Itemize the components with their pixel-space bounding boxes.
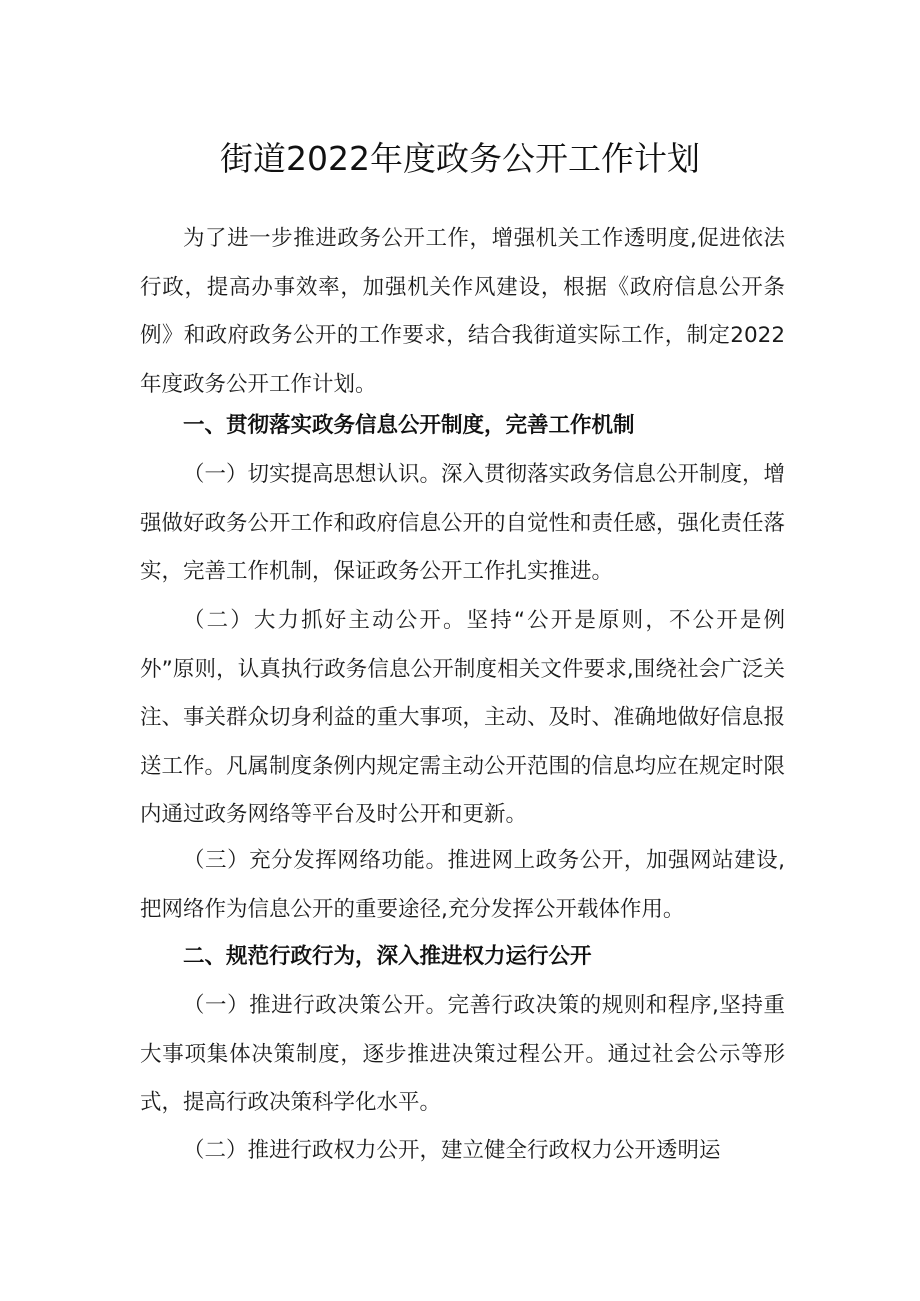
section-1-paragraph-3: （三）充分发挥网络功能。推进网上政务公开，加强网站建设,把网络作为信息公开的重要途径,充分发挥公开载体作用。 [140,848,785,922]
section-1-paragraph-1: （一）切实提高思想认识。深入贯彻落实政务信息公开制度，增强做好政务公开工作和政府信息公开的自觉性和责任感，强化责任落实，完善工作机制，保证政务公开工作扎实推进。 [140,462,786,584]
section-2-paragraph-2: （二）推进行政权力公开，建立健全行政权力公开透明运 [183,1138,721,1163]
section-1-paragraph-2: （二）大力抓好主动公开。坚持“公开是原则，不公开是例外”原则，认真执行政务信息公开制度相关文件要求,围绕社会广泛关注、事关群众切身利益的重大事项，主动、及时、准确地做好信息报送工作。凡属制度条例内规定需主动公开范围的信息均应在规定时限内通过政务网络等平台及时公开和更新。 [140,608,786,827]
document-title: 街道2022年度政务公开工作计划 [220,139,700,178]
section-heading-1: 一、贯彻落实政务信息公开制度，完善工作机制 [183,413,635,438]
intro-paragraph: 为了进一步推进政务公开工作，增强机关工作透明度,促进依法行政，提高办事效率，加强机关作风建设，根据《政府信息公开条例》和政府政务公开的工作要求，结合我街道实际工作，制定2022年度政务公开工作计划。 [140,226,785,397]
section-2-paragraph-1: （一）推进行政决策公开。完善行政决策的规则和程序,坚持重大事项集体决策制度，逐步推进决策过程公开。通过社会公示等形式，提高行政决策科学化水平。 [140,993,785,1115]
section-heading-2: 二、规范行政行为，深入推进权力运行公开 [183,944,592,969]
